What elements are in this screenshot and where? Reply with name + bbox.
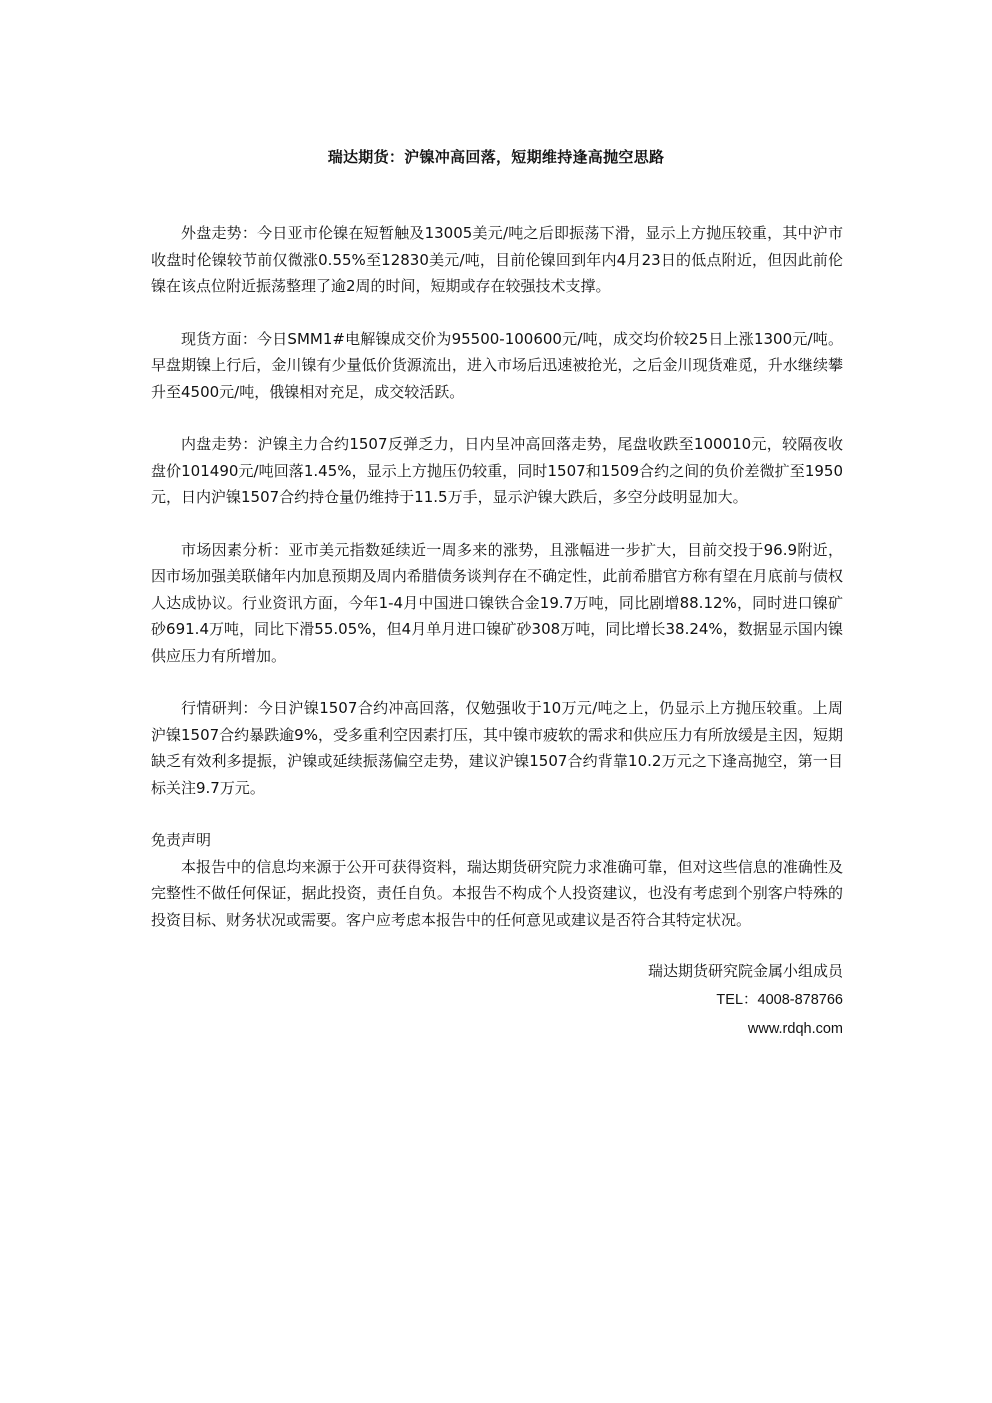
signature-website: www.rdqh.com (747, 1021, 843, 1037)
signature-block (151, 957, 843, 1044)
paragraph-domestic-market: 内盘走势：沪镍主力合约1507反弹乏力，日内呈冲高回落走势，尾盘收跌至100010元，较隔夜收盘价101490元/吨回落1.45%，显示上方抛压仍较重，同时1507和1509合约之间的负价差微扩至1950元，日内沪镍1507合约持仓量仍维持于11.5万手，显示沪镍大跌后，多空分歧明显加大。 (151, 435, 843, 506)
paragraph-overseas-market: 外盘走势：今日亚市伦镍在短暂触及13005美元/吨之后即振荡下滑，显示上方抛压较重，其中沪市收盘时伦镍较节前仅微涨0.55%至12830美元/吨，目前伦镍回到年内4月23日的低点附近，但因此前伦镍在该点位附近振荡整理了逾2周的时间，短期或存在较强技术支撑。 (151, 224, 843, 295)
disclaimer-heading: 免责声明 (151, 831, 212, 849)
signature-team: 瑞达期货研究院金属小组成员 (647, 962, 843, 980)
report-title: 瑞达期货：沪镍冲高回落，短期维持逢高抛空思路 (327, 148, 665, 166)
paragraph-spot-market: 现货方面：今日SMM1#电解镍成交价为95500-100600元/吨，成交均价较25日上涨1300元/吨。早盘期镍上行后，金川镍有少量低价货源流出，进入市场后迅速被抢光，之后金川现货难觅，升水继续攀升至4500元/吨，俄镍相对充足，成交较活跃。 (151, 329, 843, 401)
report-body (151, 220, 843, 1044)
disclaimer-body: 本报告中的信息均来源于公开可获得资料，瑞达期货研究院力求准确可靠，但对这些信息的准确性及完整性不做任何保证，据此投资，责任自负。本报告不构成个人投资建议，也没有考虑到个别客户特殊的投资目标、财务状况或需要。客户应考虑本报告中的任何意见或建议是否符合其特定状况。 (151, 857, 843, 929)
paragraph-outlook: 行情研判：今日沪镍1507合约冲高回落，仅勉强收于10万元/吨之上，仍显示上方抛压较重。上周沪镍1507合约暴跌逾9%，受多重利空因素打压，其中镍市疲软的需求和供应压力有所放缓是主因，短期缺乏有效利多提振，沪镍或延续振荡偏空走势，建议沪镍1507合约背靠10.2万元之下逢高抛空，第一目标关注9.7万元。 (151, 699, 843, 797)
paragraph-market-factors: 市场因素分析：亚市美元指数延续近一周多来的涨势，且涨幅进一步扩大，目前交投于96.9附近，因市场加强美联储年内加息预期及周内希腊债务谈判存在不确定性，此前希腊官方称有望在月底前与债权人达成协议。行业资讯方面，今年1-4月中国进口镍铁合金19.7万吨，同比剧增88.12%，同时进口镍矿砂691.4万吨，同比下滑55.05%，但4月单月进口镍矿砂308万吨，同比增长38.24%，数据显示国内镍供应压力有所增加。 (151, 540, 843, 665)
signature-tel: TEL：4008-878766 (716, 992, 843, 1008)
